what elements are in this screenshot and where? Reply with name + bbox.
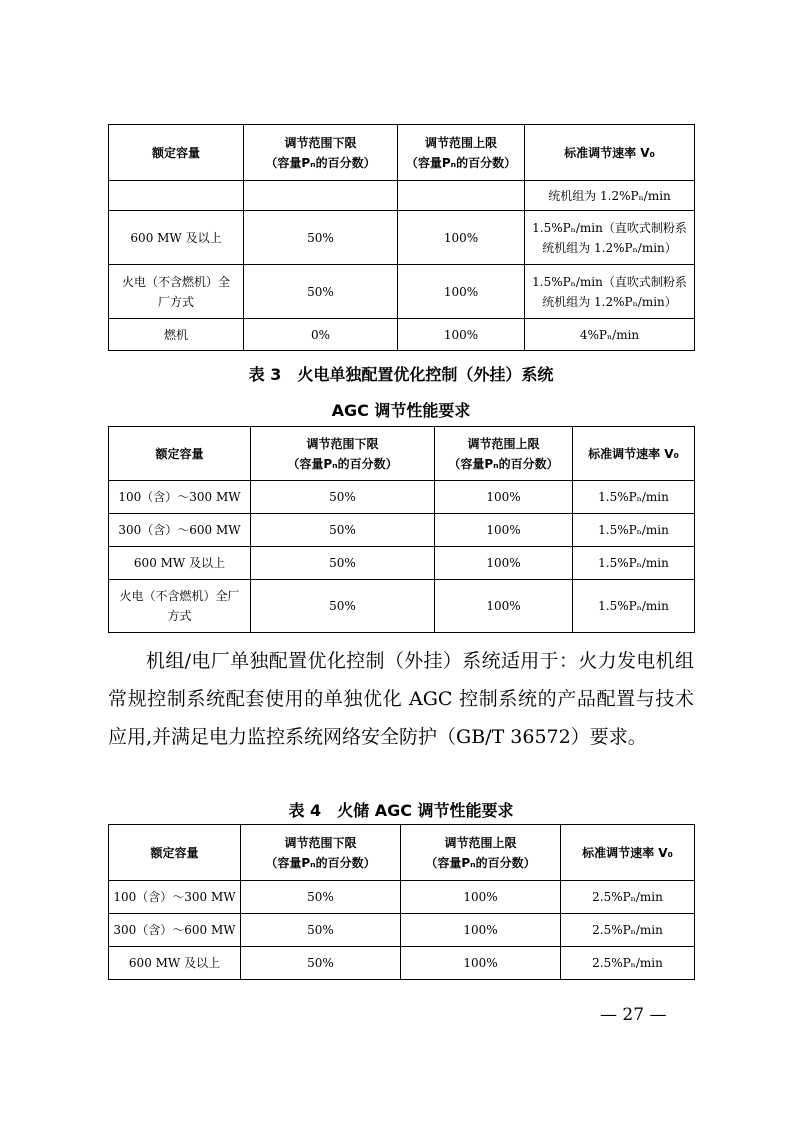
table-cell: 300（含）～600 MW	[109, 514, 251, 547]
table-cell: 2.5%Pₙ/min	[561, 881, 695, 914]
table-row	[109, 265, 695, 319]
table-cell: 50%	[251, 547, 435, 580]
table-cell: 火电（不含燃机）全厂 方式	[109, 580, 251, 633]
table-row	[109, 181, 695, 211]
table-cell: 100%	[435, 580, 573, 633]
table3-caption-line2: AGC 调节性能要求	[331, 401, 471, 420]
table-cell	[398, 181, 525, 211]
table-cell	[109, 181, 244, 211]
table-header-row	[109, 125, 695, 181]
table-cell: 燃机	[109, 319, 244, 351]
table4-caption: 表 4 火储 AGC 调节性能要求	[288, 801, 514, 820]
table-cell: 1.5%Pₙ/min（直吹式制粉系 统机组为 1.2%Pₙ/min）	[525, 211, 695, 265]
table-cell: 100%	[398, 319, 525, 351]
body-paragraph: 机组/电厂单独配置优化控制（外挂）系统适用于：火力发电机组常规控制系统配套使用的单独优化 AGC 控制系统的产品配置与技术应用,并满足电力监控系统网络安全防护（GB/T 36572）要求。	[108, 650, 694, 748]
table-row	[109, 881, 695, 914]
table3-caption-line1: 表 3 火电单独配置优化控制（外挂）系统	[248, 365, 554, 384]
header-cell: 标准调节速率 V₀	[561, 825, 695, 881]
header-cell: 调节范围下限 （容量Pₙ的百分数）	[244, 125, 398, 181]
table-cell: 100（含）～300 MW	[109, 881, 241, 914]
table-cell: 300（含）～600 MW	[109, 914, 241, 947]
table4	[108, 824, 695, 980]
table-cell: 100（含）～300 MW	[109, 481, 251, 514]
header-cell: 额定容量	[109, 125, 244, 181]
header-cell: 调节范围上限 （容量Pₙ的百分数）	[401, 825, 561, 881]
table-cell	[244, 181, 398, 211]
table-cell: 100%	[401, 947, 561, 980]
table-cell: 统机组为 1.2%Pₙ/min	[525, 181, 695, 211]
table-cell: 50%	[241, 947, 401, 980]
table-cell: 600 MW 及以上	[109, 947, 241, 980]
header-cell: 调节范围上限 （容量Pₙ的百分数）	[435, 427, 573, 481]
table-row	[109, 514, 695, 547]
table-cell: 100%	[435, 514, 573, 547]
table-row	[109, 481, 695, 514]
table-cell: 1.5%Pₙ/min	[573, 481, 695, 514]
header-cell: 调节范围上限 （容量Pₙ的百分数）	[398, 125, 525, 181]
table-row	[109, 580, 695, 633]
table-cell: 100%	[435, 481, 573, 514]
header-cell: 标准调节速率 V₀	[573, 427, 695, 481]
table-cell: 100%	[435, 547, 573, 580]
table-cell: 50%	[251, 514, 435, 547]
table-header-row	[109, 427, 695, 481]
table-cell: 50%	[241, 881, 401, 914]
table-cell: 1.5%Pₙ/min	[573, 580, 695, 633]
table-cell: 0%	[244, 319, 398, 351]
page-number: — 27 —	[600, 1005, 667, 1025]
table-cell: 火电（不含燃机）全 厂方式	[109, 265, 244, 319]
table-header-row	[109, 825, 695, 881]
table-row	[109, 211, 695, 265]
header-cell: 标准调节速率 V₀	[525, 125, 695, 181]
table-cell: 1.5%Pₙ/min	[573, 514, 695, 547]
table-cell: 100%	[398, 211, 525, 265]
table-cell: 2.5%Pₙ/min	[561, 914, 695, 947]
table-cell: 1.5%Pₙ/min（直吹式制粉系 统机组为 1.2%Pₙ/min）	[525, 265, 695, 319]
table-cell: 1.5%Pₙ/min	[573, 547, 695, 580]
table-row	[109, 319, 695, 351]
table-row	[109, 914, 695, 947]
header-cell: 调节范围下限 （容量Pₙ的百分数）	[251, 427, 435, 481]
header-cell: 额定容量	[109, 427, 251, 481]
table-cell: 50%	[244, 211, 398, 265]
header-cell: 调节范围下限 （容量Pₙ的百分数）	[241, 825, 401, 881]
table-row	[109, 947, 695, 980]
table-cell: 100%	[401, 881, 561, 914]
table-cell: 600 MW 及以上	[109, 211, 244, 265]
table-cell: 50%	[251, 481, 435, 514]
table-row	[109, 547, 695, 580]
table-cell: 50%	[241, 914, 401, 947]
table3	[108, 426, 695, 633]
table-cell: 600 MW 及以上	[109, 547, 251, 580]
table-cell: 4%Pₙ/min	[525, 319, 695, 351]
table-top	[108, 124, 695, 351]
table-cell: 2.5%Pₙ/min	[561, 947, 695, 980]
header-cell: 额定容量	[109, 825, 241, 881]
table-cell: 50%	[244, 265, 398, 319]
table-cell: 100%	[398, 265, 525, 319]
table-cell: 50%	[251, 580, 435, 633]
table-cell: 100%	[401, 914, 561, 947]
